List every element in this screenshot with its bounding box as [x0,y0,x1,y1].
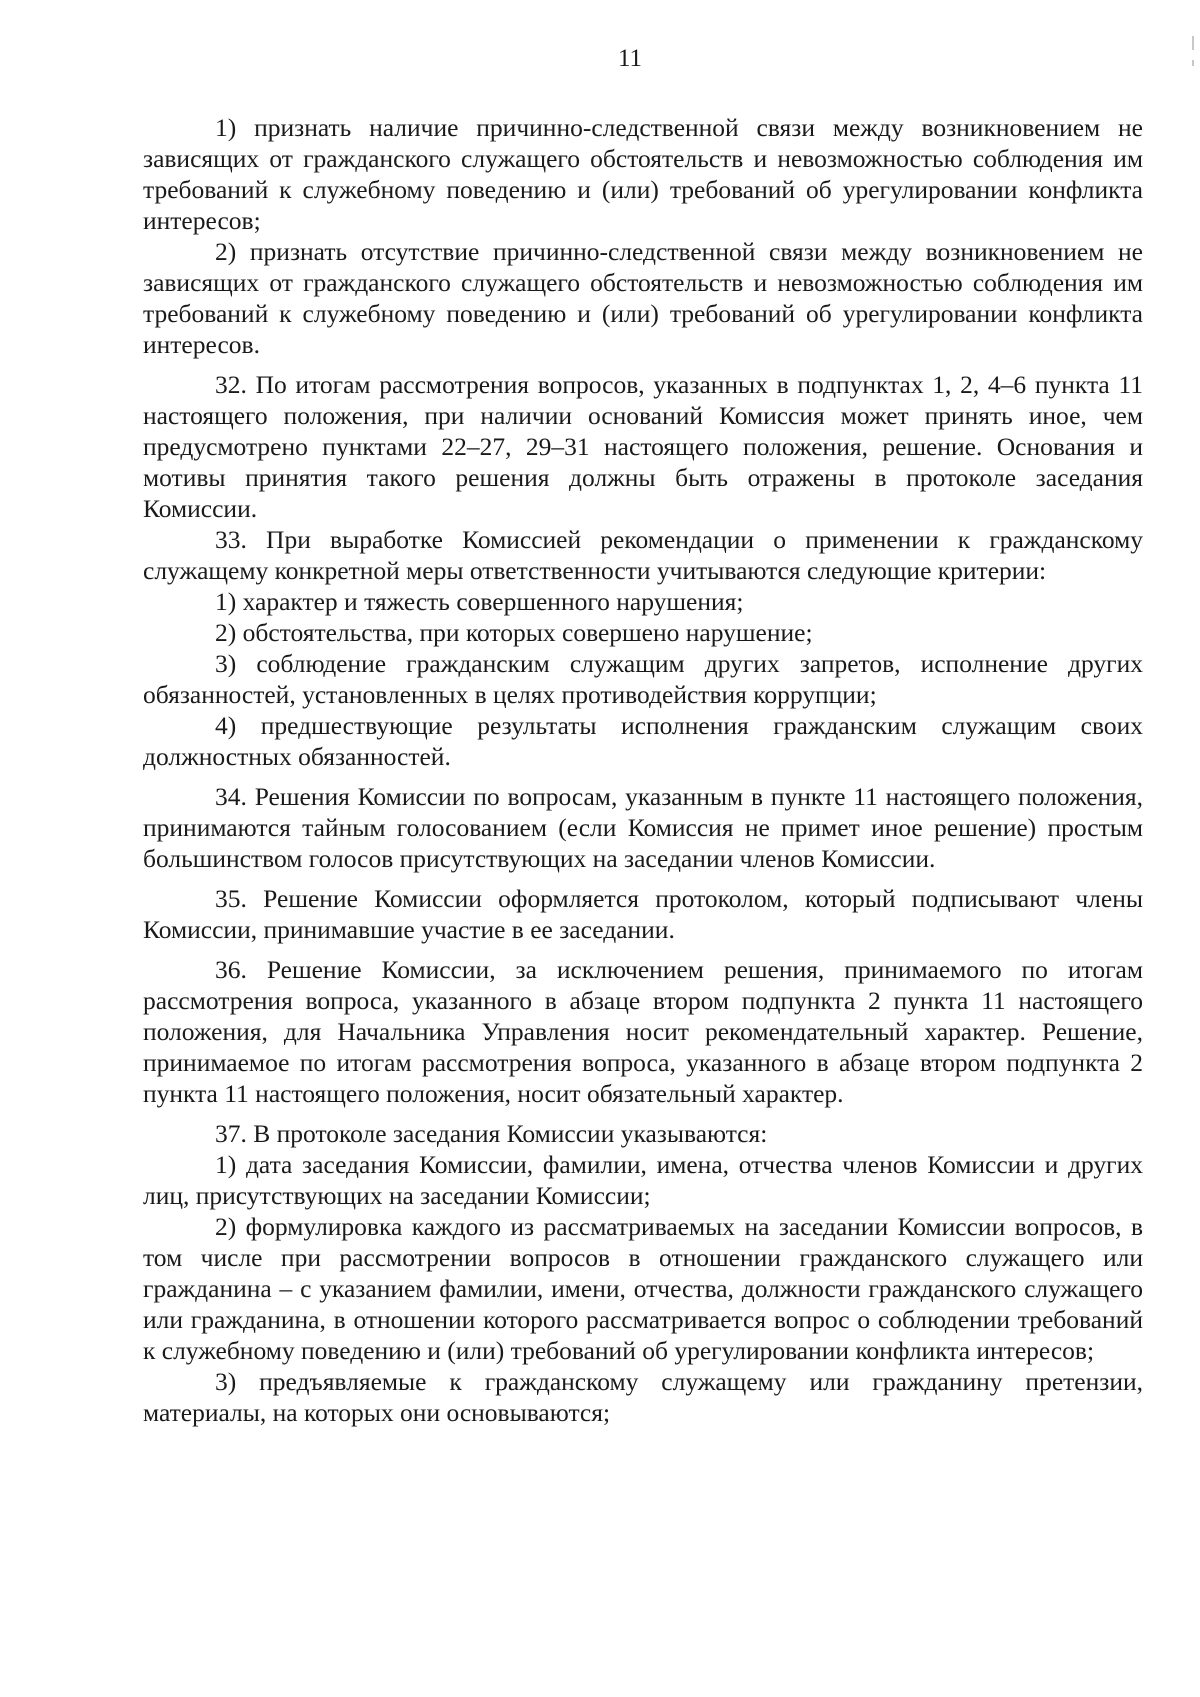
paragraph-36: 36. Решение Комиссии, за исключением решения, принимаемого по итогам рассмотрения вопроса, указанного в абзаце втором подпункта 2 пункта 11 настоящего положения, для Начальника Управления носит рекомендательный характер. Решение, принимаемое по итогам рассмотрения вопроса, указанного в абзаце втором подпункта 2 пункта 11 настоящего положения, носит обязательный характер. [143,955,1143,1108]
paragraph-33-item-2: 2) обстоятельства, при которых совершено нарушение; [215,618,813,647]
paragraph-35: 35. Решение Комиссии оформляется протоколом, который подписывают члены Комиссии, принимавшие участие в ее заседании. [143,884,1143,944]
paragraph-32: 32. По итогам рассмотрения вопросов, указанных в подпунктах 1, 2, 4–6 пункта 11 настоящего положения, при наличии оснований Комиссия может принять иное, чем предусмотрено пунктами 22–27, 29–31 настоящего положения, решение. Основания и мотивы принятия такого решения должны быть отражены в протоколе заседания Комиссии. [143,370,1143,523]
paragraph-31-item-2: 2) признать отсутствие причинно-следственной связи между возникновением не зависящих от гражданского служащего обстоятельств и невозможностью соблюдения им требований к служебному поведению и (или) требований об урегулировании конфликта интересов. [143,237,1143,359]
paragraph-31-item-1: 1) признать наличие причинно-следственной связи между возникновением не зависящих от гражданского служащего обстоятельств и невозможностью соблюдения им требований к служебному поведению и (или) требований об урегулировании конфликта интересов; [143,113,1143,235]
scan-artifact [1192,36,1194,50]
paragraph-37-item-2: 2) формулировка каждого из рассматриваемых на заседании Комиссии вопросов, в том числе при рассмотрении вопросов в отношении гражданского служащего или гражданина – с указанием фамилии, имени, отчества, должности гражданского служащего или гражданина, в отношении которого рассматривается вопрос о соблюдении требований к служебному поведению и (или) требований об урегулировании конфликта интересов; [143,1212,1143,1365]
paragraph-33: 33. При выработке Комиссией рекомендации о применении к гражданскому служащему конкретной меры ответственности учитываются следующие критерии: [143,525,1143,585]
page-number: 11 [617,45,643,72]
document-body [143,112,1143,1428]
paragraph-37-item-1: 1) дата заседания Комиссии, фамилии, имена, отчества членов Комиссии и других лиц, присутствующих на заседании Комиссии; [143,1150,1143,1210]
paragraph-37-item-3: 3) предъявляемые к гражданскому служащему или гражданину претензии, материалы, на которых они основываются; [143,1367,1143,1427]
paragraph-37: 37. В протоколе заседания Комиссии указываются: [215,1119,768,1148]
paragraph-33-item-1: 1) характер и тяжесть совершенного нарушения; [215,587,744,616]
paragraph-33-item-3: 3) соблюдение гражданским служащим других запретов, исполнение других обязанностей, установленных в целях противодействия коррупции; [143,649,1143,709]
paragraph-33-item-4: 4) предшествующие результаты исполнения гражданским служащим своих должностных обязанностей. [143,711,1143,771]
scan-artifact [1192,60,1194,66]
paragraph-34: 34. Решения Комиссии по вопросам, указанным в пункте 11 настоящего положения, принимаются тайным голосованием (если Комиссия не примет иное решение) простым большинством голосов присутствующих на заседании членов Комиссии. [143,782,1143,873]
